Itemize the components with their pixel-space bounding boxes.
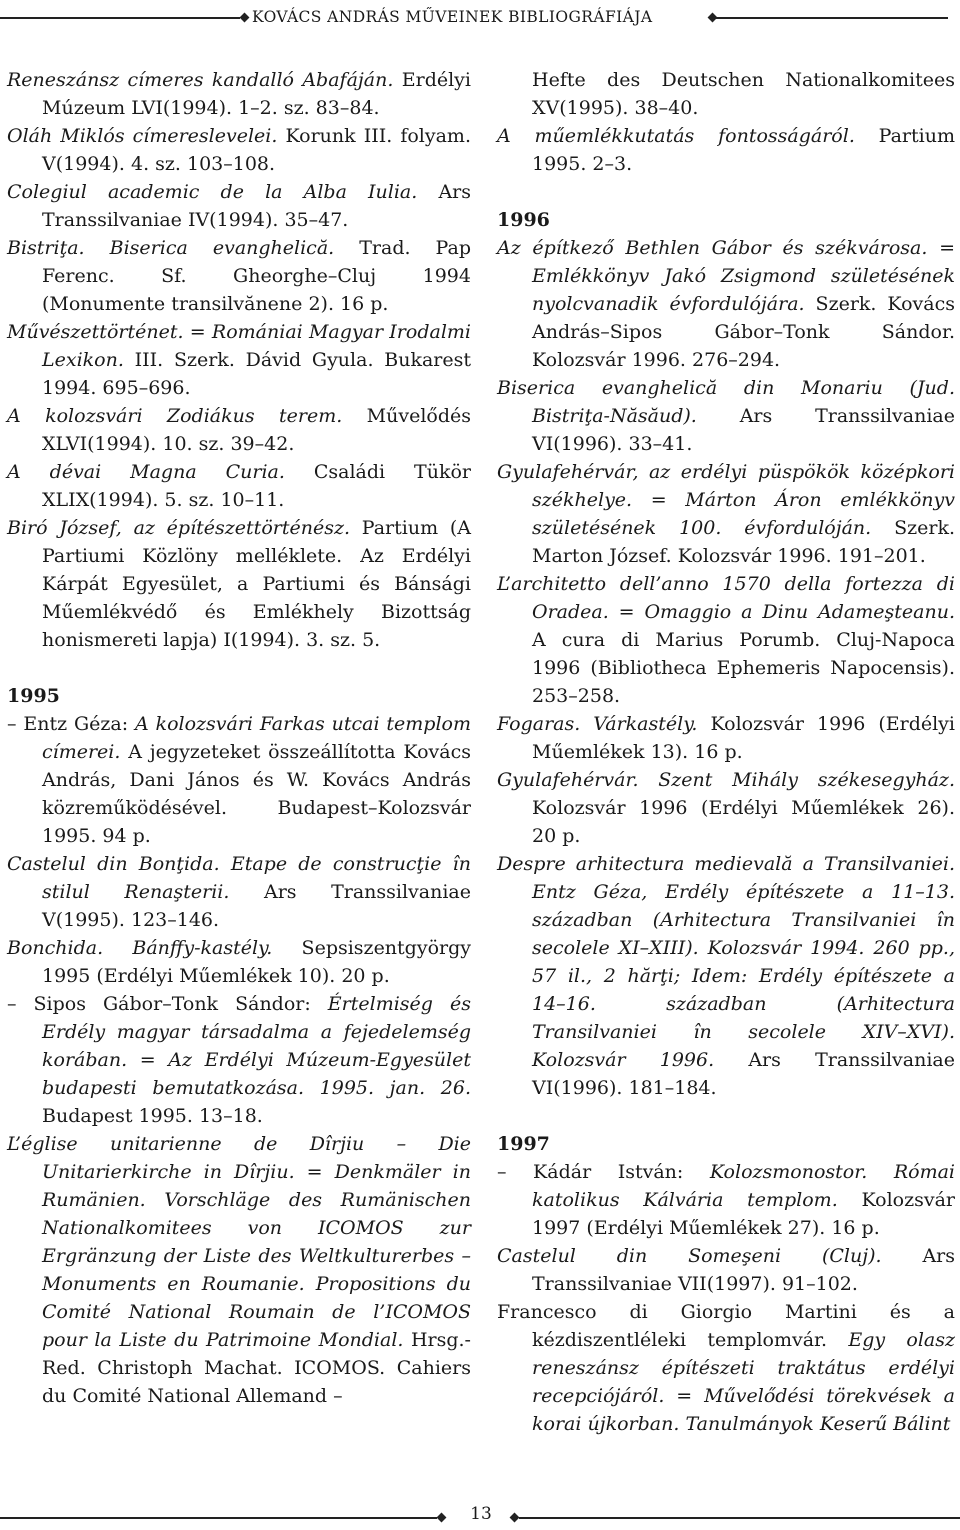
entry-publication: Kolozsvár 1996 (Erdélyi Műemlékek 26). 20 p. — [532, 797, 955, 847]
bibliography-entry — [497, 1242, 955, 1298]
bibliography-entry — [497, 122, 955, 178]
header-rule-right — [716, 17, 948, 19]
entry-publication: Partium 1995. 2–3. — [532, 125, 955, 175]
right-column — [497, 66, 955, 1438]
entry-title: Reneszánsz címeres kandalló Abafáján. — [7, 69, 394, 91]
entry-title: Az építkező Bethlen Gábor és székvárosa. = Emlékkönyv Jakó Zsigmond születésének nyolcvanadik évfordulójára. — [497, 237, 955, 315]
entry-publication: Ars Transsilvaniae VI(1996). 181–184. — [532, 1049, 955, 1099]
bibliography-entry — [7, 458, 471, 514]
bibliography-entry — [7, 66, 471, 122]
bibliography-entry — [7, 178, 471, 234]
entry-publication: Ars Transsilvaniae V(1995). 123–146. — [42, 881, 471, 931]
entry-title: Gyulafehérvár. Szent Mihály székesegyház. — [497, 769, 955, 791]
entry-title: Biró József, az építészettörténész. — [7, 517, 350, 539]
footer-diamond-right-icon — [510, 1513, 520, 1523]
footer-diamond-left-icon — [437, 1513, 447, 1523]
bibliography-entry — [7, 318, 471, 402]
entry-author: Francesco di Giorgio Martini és a kézdiszentléleki templomvár. — [497, 1301, 955, 1351]
entry-title: Művészettörténet. = Romániai Magyar Irodalmi Lexikon. — [7, 321, 471, 371]
entry-title: A kolozsvári Farkas utcai templom címerei. — [42, 713, 471, 763]
bibliography-entry — [7, 710, 471, 850]
entry-title: Colegiul academic de la Alba Iulia. — [7, 181, 418, 203]
entry-title: Kolozsmonostor. Római katolikus Kálvária templom. — [532, 1161, 955, 1211]
entry-publication: Partium (A Partiumi Közlöny melléklete. Az Erdélyi Kárpát Egyesület, a Partiumi és Bánsági Műemlékvédő és Emlékhely Bizottság honismereti lapja) I(1994). 3. sz. 5. — [42, 517, 471, 651]
section-spacer — [497, 178, 955, 206]
bibliography-entry — [7, 234, 471, 318]
entry-title: L’architetto dell’anno 1570 della fortezza di Oradea. = Omaggio a Dinu Adameşteanu. — [497, 573, 955, 623]
entry-title: Oláh Miklós címereslevelei. — [7, 125, 278, 147]
entry-title: A kolozsvári Zodiákus terem. — [7, 405, 343, 427]
entry-publication: Ars Transsilvaniae VI(1996). 33–41. — [532, 405, 955, 455]
entry-author: – Kádár István: — [497, 1161, 710, 1183]
entry-title: A műemlékkutatás fontosságáról. — [497, 125, 855, 147]
entry-publication: Kolozsvár 1997 (Erdélyi Műemlékek 27). 16 p. — [532, 1189, 955, 1239]
bibliography-entry — [7, 1130, 471, 1410]
entry-title: Despre arhitectura medievală a Transilvaniei. Entz Géza, Erdély építészete a 11–13. században (Arhitectura Transilvaniei în secolele XI–XIII). Kolozsvár 1994. 260 pp., 57 il., 2 hărţi; Idem: Erdély építészete a 14–16. században (Arhitectura Transilvaniei în secolele XIV–XVI). Kolozsvár 1996. — [497, 853, 955, 1071]
entry-publication: Erdélyi Múzeum LVI(1994). 1–2. sz. 83–84. — [42, 69, 471, 119]
bibliography-entry — [7, 122, 471, 178]
entry-publication: Szerk. Marton József. Kolozsvár 1996. 191–201. — [532, 517, 955, 567]
entry-title: Castelul din Bonţida. Etape de construcţie în stilul Renaşterii. — [7, 853, 471, 903]
entry-publication: Kolozsvár 1996 (Erdélyi Műemlékek 13). 16 p. — [532, 713, 955, 763]
entry-title: Biserica evanghelică din Monariu (Jud. Bistriţa-Năsăud). — [497, 377, 955, 427]
entry-title: Castelul din Someşeni (Cluj). — [497, 1245, 882, 1267]
entry-title: Fogaras. Várkastély. — [497, 713, 698, 735]
entry-text: Hefte des Deutschen Nationalkomitees XV(1995). 38–40. — [532, 69, 955, 119]
bibliography-entry — [497, 234, 955, 374]
entry-publication: III. Szerk. Dávid Gyula. Bukarest 1994. 695–696. — [42, 349, 471, 399]
left-column — [7, 66, 471, 1410]
bibliography-entry — [7, 990, 471, 1130]
entry-title: L’église unitarienne de Dîrjiu – Die Unitarierkirche in Dîrjiu. = Denkmäler in Rumänien. Vorschläge des Rumänischen Nationalkomitees von ICOMOS zur Ergränzung der Liste des Weltkulturerbes – Monuments en Roumanie. Propositions du Comité National Roumain de l’ICOMOS pour la Liste du Patrimoine Mondial. — [7, 1133, 471, 1351]
entry-publication: Hrsg.-Red. Christoph Machat. ICOMOS. Cahiers du Comité National Allemand – — [42, 1329, 471, 1407]
entry-title: Bonchida. Bánffy-kastély. — [7, 937, 273, 959]
year-heading: 1996 — [497, 209, 550, 231]
entry-publication: Ars Transsilvaniae IV(1994). 35–47. — [42, 181, 471, 231]
page-number: 13 — [470, 1504, 492, 1524]
year-heading: 1997 — [497, 1133, 550, 1155]
bibliography-entry — [7, 402, 471, 458]
entry-title: Gyulafehérvár, az erdélyi püspökök középkori székhelye. = Márton Áron emlékkönyv születésének 100. évfordulóján. — [497, 461, 955, 539]
bibliography-entry — [497, 374, 955, 458]
entry-title: Bistriţa. Biserica evanghelică. — [7, 237, 335, 259]
entry-author: – Sipos Gábor–Tonk Sándor: — [7, 993, 328, 1015]
bibliography-entry — [7, 934, 471, 990]
running-title: KOVÁCS ANDRÁS MŰVEINEK BIBLIOGRÁFIÁJA — [252, 8, 653, 26]
bibliography-entry — [497, 570, 955, 710]
entry-publication: Sepsiszentgyörgy 1995 (Erdélyi Műemlékek 10). 20 p. — [42, 937, 471, 987]
bibliography-entry — [497, 710, 955, 766]
entry-publication: A cura di Marius Porumb. Cluj-Napoca 1996 (Bibliotheca Ephemeris Napocensis). 253–258. — [532, 629, 955, 707]
bibliography-entry — [497, 1298, 955, 1438]
entry-publication: Művelődés XLVI(1994). 10. sz. 39–42. — [42, 405, 471, 455]
entry-publication: Trad. Pap Ferenc. Sf. Gheorghe–Cluj 1994 (Monumente transilvănene 2). 16 p. — [42, 237, 471, 315]
entry-author: – Entz Géza: — [7, 713, 135, 735]
footer-rule-left — [0, 1517, 437, 1519]
running-header — [0, 4, 960, 32]
footer-rule-right — [519, 1517, 960, 1519]
year-heading: 1995 — [7, 685, 60, 707]
bibliography-entry — [7, 514, 471, 654]
entry-publication: Családi Tükör XLIX(1994). 5. sz. 10–11. — [42, 461, 471, 511]
entry-publication: Budapest 1995. 13–18. — [42, 1105, 263, 1127]
bibliography-entry — [497, 458, 955, 570]
header-diamond-left-icon — [240, 13, 250, 23]
entry-title: A dévai Magna Curia. — [7, 461, 285, 483]
page-footer — [0, 1505, 960, 1529]
bibliography-entry-continuation — [497, 66, 955, 122]
entry-publication: Ars Transsilvaniae VII(1997). 91–102. — [532, 1245, 955, 1295]
bibliography-entry — [497, 1158, 955, 1242]
entry-title: Értelmiség és Erdély magyar társadalma a fejedelemség korában. = Az Erdélyi Múzeum-Egyesület budapesti bemutatkozása. 1995. jan. 26. — [42, 993, 471, 1099]
bibliography-entry — [497, 850, 955, 1102]
entry-publication: A jegyzeteket összeállította Kovács András, Dani János és W. Kovács András közreműködésével. Budapest–Kolozsvár 1995. 94 p. — [42, 741, 471, 847]
header-rule-left — [0, 17, 240, 19]
entry-publication: Szerk. Kovács András–Sipos Gábor–Tonk Sándor. Kolozsvár 1996. 276–294. — [532, 293, 955, 371]
entry-title: Egy olasz reneszánsz építészeti traktátus erdélyi recepciójáról. = Művelődési törekvések a korai újkorban. Tanulmányok Keserű Bálint — [532, 1329, 955, 1435]
section-spacer — [497, 1102, 955, 1130]
section-spacer — [7, 654, 471, 682]
bibliography-entry — [7, 850, 471, 934]
bibliography-entry — [497, 766, 955, 850]
entry-publication: Korunk III. folyam. V(1994). 4. sz. 103–108. — [42, 125, 471, 175]
